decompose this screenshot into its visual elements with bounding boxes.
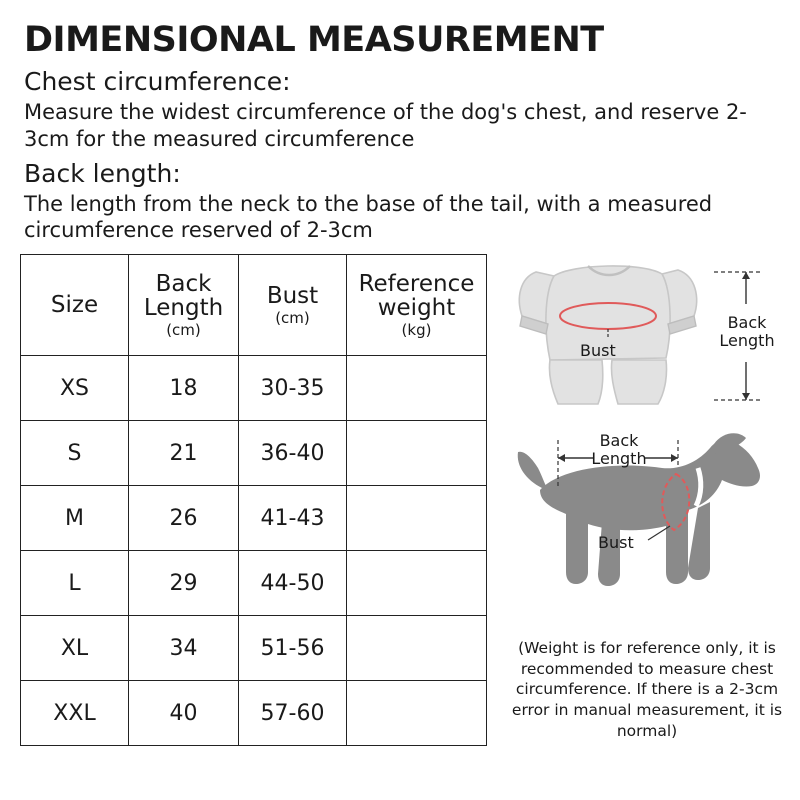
cell-weight [347,356,487,421]
size-table-container [20,254,486,746]
dog-back-length-line1: Back [599,431,639,451]
garment-back-length-label [716,314,778,350]
cell-bust: 51-56 [239,616,347,681]
size-table-body [21,356,487,746]
dog-bust-label: Bust [598,533,634,553]
col-header-size-label: Size [50,292,99,319]
cell-back-length: 29 [129,551,239,616]
cell-back-length: 34 [129,616,239,681]
illustration-column [502,254,792,746]
section-heading-back-colon: : [172,158,181,188]
section-heading-chest-colon: : [282,66,291,96]
cell-size: M [21,486,129,551]
cell-weight [347,486,487,551]
col-header-back-length [129,255,239,356]
table-header-row [21,255,487,356]
garment-back-length-line1: Back [727,313,767,333]
cell-size: XL [21,616,129,681]
cell-bust: 30-35 [239,356,347,421]
cell-size: XXL [21,681,129,746]
col-header-back-length-label: Back Length [143,270,224,321]
cell-back-length: 26 [129,486,239,551]
cell-size: XS [21,356,129,421]
cell-back-length: 21 [129,421,239,486]
size-table [20,254,487,746]
cell-weight [347,616,487,681]
cell-back-length: 18 [129,356,239,421]
cell-back-length: 40 [129,681,239,746]
garment-diagram [502,254,792,414]
col-header-size [21,255,129,356]
dog-diagram [502,422,792,632]
section-heading-back-text: Back length [24,158,173,188]
table-row [21,551,487,616]
cell-bust: 41-43 [239,486,347,551]
cell-weight [347,681,487,746]
garment-bust-label: Bust [580,341,616,361]
table-row [21,421,487,486]
table-row [21,681,487,746]
cell-size: S [21,421,129,486]
lower-area [20,254,783,746]
dog-back-length-line2: Length [591,449,647,469]
section-heading-back [24,159,780,189]
cell-weight [347,421,487,486]
col-header-reference-weight-unit: (kg) [401,321,432,340]
col-header-bust [239,255,347,356]
section-heading-chest [24,67,780,97]
cell-weight [347,551,487,616]
table-row [21,356,487,421]
reference-weight-note: (Weight is for reference only, it is recommended to measure chest circumference. If there is a 2-3cm error in manual measurement, it is normal) [511,639,783,740]
cell-size: L [21,551,129,616]
col-header-back-length-unit: (cm) [166,321,201,340]
page-title: DIMENSIONAL MEASUREMENT [24,20,604,60]
dog-back-length-label [588,432,650,468]
section-body-chest: Measure the widest circumference of the dog's chest, and reserve 2-3cm for the measured circumference [24,99,747,151]
col-header-bust-label: Bust [266,282,319,309]
section-heading-chest-text: Chest circumference [24,66,283,96]
col-header-bust-unit: (cm) [275,308,310,327]
cell-bust: 36-40 [239,421,347,486]
col-header-reference-weight-label: Reference weight [358,270,475,321]
cell-bust: 57-60 [239,681,347,746]
size-table-head [21,255,487,356]
section-body-back: The length from the neck to the base of the tail, with a measured circumference reserved of 2-3cm [24,191,713,243]
cell-bust: 44-50 [239,551,347,616]
table-row [21,616,487,681]
col-header-reference-weight [347,255,487,356]
table-row [21,486,487,551]
garment-back-length-line2: Length [719,331,775,351]
